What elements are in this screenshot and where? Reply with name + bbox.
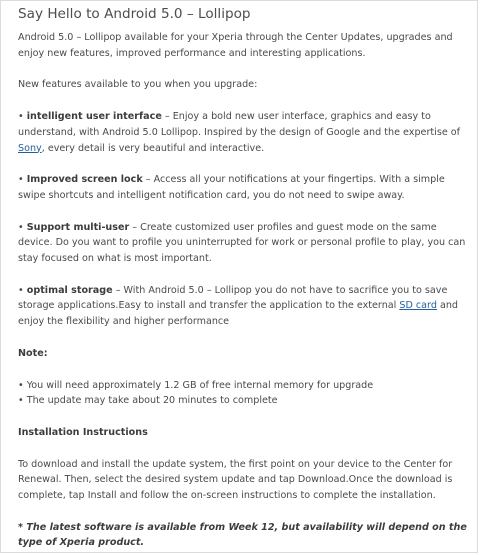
feature-text: – Enjoy a bold new user interface, graphics and easy to understand, with Android 5.0 Lollipop. Inspired by the design of Google and the expertise of: [18, 111, 461, 138]
feature-bullet: •: [18, 284, 24, 296]
feature-bullet: •: [18, 174, 24, 186]
feature-bullet: •: [18, 111, 24, 123]
feature-name: optimal storage: [26, 284, 113, 296]
feature-name: Improved screen lock: [26, 174, 143, 186]
sony-link[interactable]: Sony: [18, 142, 42, 154]
feature-name: intelligent user interface: [26, 111, 162, 123]
footnote: * The latest software is available from Week 12, but availability will depend on the type of Xperia product.: [18, 521, 467, 549]
feature-text: – Access all your notifications at your fingertips. With a simple swipe shortcuts and intelligent notification card, you do not need to swipe away.: [18, 174, 445, 201]
note-heading: Note:: [18, 347, 48, 359]
feature-text-after: and enjoy the flexibility and higher performance: [18, 300, 459, 328]
install-paragraph: To download and install the update system, the first point on your device to the Center for Renewal. Then, select the desired system update and tap Download.Once the download is complete, tap Install and follow the on-screen instructions to complete the installation.: [18, 458, 453, 502]
list-item: • You will need approximately 1.2 GB of free internal memory for upgrade: [18, 379, 374, 391]
page-title: Say Hello to Android 5.0 – Lollipop: [18, 6, 251, 22]
feature-multi-user: [18, 220, 467, 267]
feature-text: – With Android 5.0 – Lollipop you do not have to sacrifice you to save storage applications.Easy to install and transfer the application to the external: [18, 284, 448, 312]
feature-text: – Create customized user profiles and guest mode on the same device. Do you want to profile you uninterrupted for work or personal profile to play, you can stay focused on what is most important.: [18, 221, 466, 265]
intro-paragraph: Android 5.0 – Lollipop available for your Xperia through the Center Updates, upgrades and enjoy new features, improved performance and interesting applications.: [18, 32, 453, 59]
feature-optimal-storage: [18, 283, 467, 330]
feature-name: Support multi-user: [26, 221, 130, 233]
notes-list: [18, 378, 467, 409]
feature-screen-lock: [18, 172, 467, 203]
list-item: • The update may take about 20 minutes to complete: [18, 395, 278, 407]
install-heading: Installation Instructions: [18, 426, 148, 438]
feature-text-after: , every detail is very beautiful and interactive.: [41, 142, 265, 154]
feature-intelligent-ui: [18, 109, 467, 156]
features-lead: New features available to you when you upgrade:: [18, 79, 258, 91]
sd-card-link[interactable]: SD card: [399, 300, 437, 312]
feature-bullet: •: [18, 221, 24, 233]
